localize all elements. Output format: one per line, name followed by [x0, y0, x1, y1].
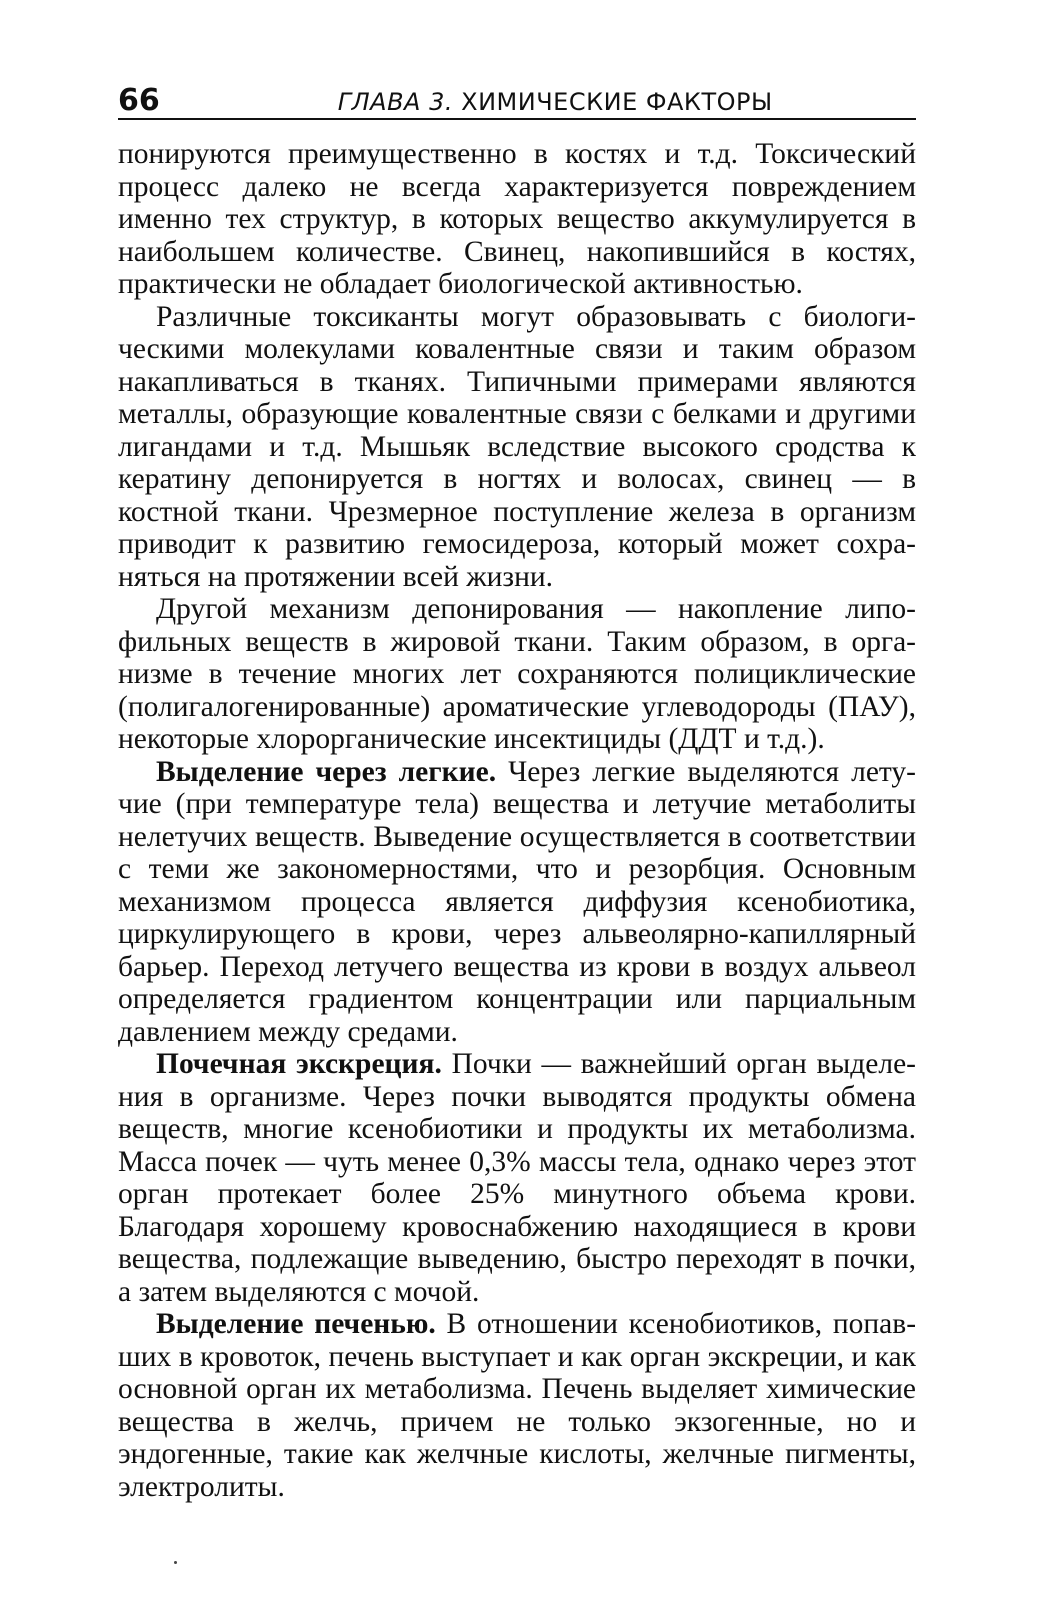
paragraph-text: Различные токсиканты могут образовывать с биологическими молекулами ковалентные связи и таким образом накапливаться в тканях. Типичными примерами являются металлы, образующие ковалентные связи с белками и другими лигандами и т.д. Мышьяк вследствие высокого сродства к кератину депонируется в ногтях и волосах, свинец — в костной ткани. Чрезмерное поступление железа в организм приводит к развитию гемосидероза, который может сохраняться на протяжении всей жизни.: [118, 300, 916, 593]
paragraph-lipophilic-deposition: [118, 593, 916, 756]
body-text: [118, 138, 916, 1503]
paragraph-renal-excretion: [118, 1048, 916, 1308]
book-page: [118, 78, 916, 1503]
section-heading-liver: Выделение печенью.: [156, 1308, 436, 1340]
page-number: 66: [118, 83, 160, 118]
running-header: [118, 78, 916, 120]
paragraph-liver-excretion: [118, 1308, 916, 1503]
section-heading-kidneys: Почечная экскреция.: [156, 1048, 442, 1080]
paragraph-text: понируются преимущественно в костях и т.д. Токсический процесс далеко не всегда характеризуется повреждением именно тех структур, в которых вещество аккумулируется в наибольшем количестве. Свинец, накопившийся в костях, практически не обладает биологической активностью.: [118, 138, 916, 300]
paragraph-text: Другой механизм депонирования — накопление липофильных веществ в жировой ткани. Таким образом, в организме в течение многих лет сохраняются полициклические (полигалогенированные) ароматические углеводороды (ПАУ), некоторые хлорорганические инсектициды (ДДТ и т.д.).: [118, 593, 916, 755]
paragraph-covalent-binding: [118, 301, 916, 594]
paragraph-text: Почки — важнейший орган выделения в организме. Через почки выводятся продукты обмена веществ, многие ксенобиотики и продукты их метаболизма. Масса почек — чуть менее 0,3% массы тела, однако через этот орган протекает более 25% минутного объема крови. Благодаря хорошему кровоснабжению находящиеся в крови вещества, подлежащие выведению, быстро переходят в почки, а затем выделяются с мочой.: [118, 1048, 916, 1308]
section-heading-lungs: Выделение через легкие.: [156, 755, 497, 788]
chapter-name: ХИМИЧЕСКИЕ ФАКТОРЫ: [461, 88, 773, 116]
paragraph-lung-excretion: [118, 756, 916, 1049]
paragraph-text: В отношении ксенобиотиков, попавших в кровоток, печень выступает и как орган экскреции, и как основной орган их метаболизма. Печень выделяет химические вещества в желчь, причем не только экзогенные, но и эндогенные, такие как желчные кислоты, желчные пигменты, электролиты.: [118, 1308, 917, 1503]
print-speck: [174, 1561, 177, 1564]
paragraph-continuation: [118, 138, 916, 301]
chapter-label: ГЛАВА 3.: [337, 88, 453, 116]
chapter-title: [338, 90, 773, 118]
paragraph-text: Через легкие выделяются летучие (при температуре тела) вещества и летучие метаболиты нелетучих веществ. Выведение осуществляется в соответствии с теми же закономерностями, что и резорбция. Основным механизмом процесса является диффузия ксенобиотика, циркулирующего в крови, через альвеолярно-капиллярный барьер. Переход летучего вещества из крови в воздух альвеол определяется градиентом концентрации или парциальным давлением между средами.: [118, 755, 916, 1048]
